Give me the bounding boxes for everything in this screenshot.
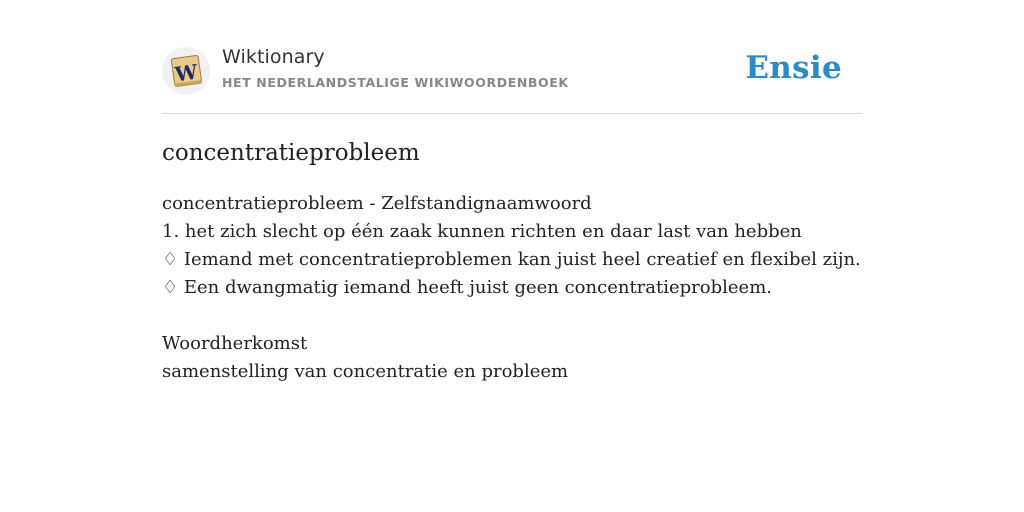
site-subtitle: HET NEDERLANDSTALIGE WIKIWOORDENBOEK — [222, 75, 569, 90]
etymology-text: samenstelling van concentratie en probleem — [162, 361, 569, 382]
site-title[interactable]: Wiktionary — [222, 46, 325, 68]
definition-1: 1. het zich slecht op één zaak kunnen richten en daar last van hebben — [162, 221, 802, 242]
svg-text:W: W — [173, 59, 200, 87]
page-title: concentratieprobleem — [162, 140, 420, 166]
example-2: ♢ Een dwangmatig iemand heeft juist geen concentratieprobleem. — [162, 277, 772, 298]
etymology-label: Woordherkomst — [162, 333, 308, 354]
section-spacer — [162, 302, 862, 330]
entry-body — [162, 190, 862, 386]
site-header — [162, 42, 862, 114]
example-1: ♢ Iemand met concentratieproblemen kan juist heel creatief en flexibel zijn. — [162, 249, 861, 270]
entry-content — [162, 136, 862, 386]
ensie-brand-link[interactable]: Ensie — [745, 50, 842, 86]
entry-heading-line: concentratieprobleem - Zelfstandignaamwoord — [162, 193, 592, 214]
wiktionary-logo-icon[interactable] — [162, 47, 210, 95]
